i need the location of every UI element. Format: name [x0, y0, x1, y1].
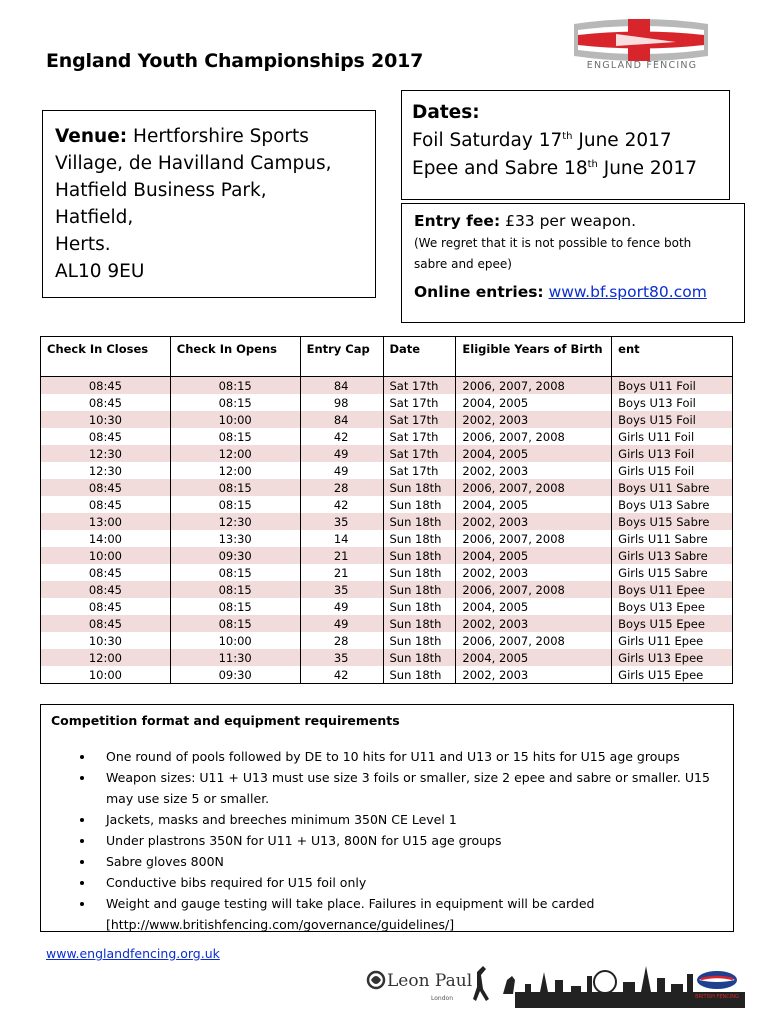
birth-years-cell: 2006, 2007, 2008 — [456, 428, 612, 445]
date-cell: Sun 18th — [383, 666, 456, 684]
table-row — [41, 462, 733, 479]
event-cell: Boys U15 Foil — [612, 411, 733, 428]
page-title: England Youth Championships 2017 — [46, 50, 424, 72]
table-row — [41, 411, 733, 428]
birth-years-cell: 2004, 2005 — [456, 649, 612, 666]
check-in-closes-cell: 10:00 — [41, 666, 171, 684]
check-in-opens-cell: 08:15 — [170, 564, 300, 581]
entry-cap-cell: 98 — [300, 394, 383, 411]
check-in-opens-cell: 09:30 — [170, 547, 300, 564]
birth-years-cell: 2002, 2003 — [456, 411, 612, 428]
birth-years-cell: 2006, 2007, 2008 — [456, 581, 612, 598]
footer-link[interactable]: www.englandfencing.org.uk — [46, 946, 220, 961]
event-cell: Girls U15 Foil — [612, 462, 733, 479]
column-header: Eligible Years of Birth — [456, 337, 612, 377]
table-row — [41, 615, 733, 632]
entry-cap-cell: 49 — [300, 598, 383, 615]
list-item: • One round of pools followed by DE to 10 hits for U11 and U13 or 15 hits for U15 age groups — [95, 746, 733, 767]
check-in-closes-cell: 08:45 — [41, 496, 171, 513]
online-entries-label: Online entries: — [414, 283, 544, 301]
event-cell: Boys U13 Sabre — [612, 496, 733, 513]
birth-years-cell: 2002, 2003 — [456, 666, 612, 684]
table-row — [41, 530, 733, 547]
requirements-box — [40, 704, 734, 932]
check-in-opens-cell: 08:15 — [170, 598, 300, 615]
sponsor-name: Leon Paul — [387, 971, 473, 991]
date-cell: Sun 18th — [383, 581, 456, 598]
check-in-closes-cell: 14:00 — [41, 530, 171, 547]
date-cell: Sat 17th — [383, 394, 456, 411]
venue-line: Hatfield, — [55, 207, 134, 228]
entry-cap-cell: 28 — [300, 479, 383, 496]
date-cell: Sat 17th — [383, 377, 456, 395]
entry-cap-cell: 42 — [300, 496, 383, 513]
england-fencing-emblem-icon — [556, 16, 726, 62]
england-fencing-logo — [556, 16, 726, 76]
entry-cap-cell: 84 — [300, 377, 383, 395]
birth-years-cell: 2006, 2007, 2008 — [456, 479, 612, 496]
check-in-opens-cell: 09:30 — [170, 666, 300, 684]
column-header: ent — [612, 337, 733, 377]
list-item: • Weapon sizes: U11 + U13 must use size 3 foils or smaller, size 2 epee and sabre or smaller. U15 may use size 5 or smaller. — [95, 767, 733, 809]
venue-line: Village, de Havilland Campus, — [55, 153, 332, 174]
table-row — [41, 479, 733, 496]
entry-cap-cell: 21 — [300, 547, 383, 564]
list-item: • Jackets, masks and breeches minimum 350N CE Level 1 — [95, 809, 733, 830]
event-cell: Boys U15 Sabre — [612, 513, 733, 530]
schedule-table — [40, 336, 733, 684]
date-cell: Sun 18th — [383, 547, 456, 564]
check-in-opens-cell: 12:00 — [170, 445, 300, 462]
event-cell: Boys U13 Foil — [612, 394, 733, 411]
column-header: Entry Cap — [300, 337, 383, 377]
check-in-closes-cell: 08:45 — [41, 377, 171, 395]
entry-fee — [414, 210, 744, 233]
table-row — [41, 632, 733, 649]
epee-sabre-date: Epee and Sabre 18th June 2017 — [412, 158, 697, 179]
event-cell: Boys U11 Epee — [612, 581, 733, 598]
entry-fee-box — [401, 203, 745, 323]
venue-text: Hertforshire Sports — [133, 126, 309, 147]
london-skyline-icon — [365, 962, 745, 1008]
entry-fee-label: Entry fee: — [414, 212, 501, 230]
entry-cap-cell: 84 — [300, 411, 383, 428]
entry-cap-cell: 35 — [300, 649, 383, 666]
table-row — [41, 581, 733, 598]
date-cell: Sun 18th — [383, 530, 456, 547]
check-in-opens-cell: 10:00 — [170, 411, 300, 428]
table-row — [41, 513, 733, 530]
entry-fee-value: £33 per weapon. — [500, 212, 637, 230]
check-in-closes-cell: 12:00 — [41, 649, 171, 666]
online-entries-link[interactable]: www.bf.sport80.com — [548, 283, 707, 301]
entry-cap-cell: 14 — [300, 530, 383, 547]
table-row — [41, 428, 733, 445]
check-in-opens-cell: 08:15 — [170, 581, 300, 598]
entry-cap-cell: 21 — [300, 564, 383, 581]
event-cell: Girls U11 Foil — [612, 428, 733, 445]
date-cell: Sat 17th — [383, 428, 456, 445]
check-in-opens-cell: 08:15 — [170, 496, 300, 513]
entry-cap-cell: 42 — [300, 666, 383, 684]
date-cell: Sun 18th — [383, 513, 456, 530]
check-in-closes-cell: 08:45 — [41, 428, 171, 445]
event-cell: Girls U13 Foil — [612, 445, 733, 462]
birth-years-cell: 2004, 2005 — [456, 445, 612, 462]
date-cell: Sat 17th — [383, 445, 456, 462]
requirements-list — [51, 746, 733, 935]
check-in-closes-cell: 08:45 — [41, 394, 171, 411]
list-item: • Conductive bibs required for U15 foil only — [95, 872, 733, 893]
event-cell: Boys U15 Epee — [612, 615, 733, 632]
date-cell: Sat 17th — [383, 411, 456, 428]
date-cell: Sun 18th — [383, 615, 456, 632]
foil-date: Foil Saturday 17th June 2017 — [412, 130, 672, 151]
venue-label: Venue: — [55, 126, 128, 147]
check-in-opens-cell: 08:15 — [170, 428, 300, 445]
column-header: Date — [383, 337, 456, 377]
event-cell: Girls U15 Epee — [612, 666, 733, 684]
requirements-heading: Competition format and equipment requirements — [51, 713, 400, 728]
event-cell: Girls U13 Sabre — [612, 547, 733, 564]
table-row — [41, 496, 733, 513]
entry-cap-cell: 35 — [300, 581, 383, 598]
date-cell: Sun 18th — [383, 564, 456, 581]
entry-cap-cell: 42 — [300, 428, 383, 445]
dates-label: Dates: — [412, 102, 480, 123]
table-row — [41, 377, 733, 395]
check-in-opens-cell: 12:00 — [170, 462, 300, 479]
entry-cap-cell: 49 — [300, 445, 383, 462]
table-row — [41, 394, 733, 411]
venue-line — [55, 123, 375, 150]
check-in-closes-cell: 10:30 — [41, 411, 171, 428]
list-item: • Under plastrons 350N for U11 + U13, 800N for U15 age groups — [95, 830, 733, 851]
table-row — [41, 564, 733, 581]
british-fencing-logo-icon — [695, 971, 739, 1000]
dates-box — [401, 90, 730, 200]
column-header: Check In Closes — [41, 337, 171, 377]
birth-years-cell: 2002, 2003 — [456, 615, 612, 632]
birth-years-cell: 2002, 2003 — [456, 462, 612, 479]
check-in-closes-cell: 12:30 — [41, 462, 171, 479]
birth-years-cell: 2006, 2007, 2008 — [456, 530, 612, 547]
sponsor-strip — [365, 962, 745, 1008]
check-in-opens-cell: 08:15 — [170, 615, 300, 632]
check-in-opens-cell: 08:15 — [170, 394, 300, 411]
entry-cap-cell: 35 — [300, 513, 383, 530]
check-in-closes-cell: 12:30 — [41, 445, 171, 462]
event-cell: Boys U13 Epee — [612, 598, 733, 615]
sponsor-sub: London — [431, 995, 453, 1002]
venue-line: Herts. — [55, 234, 111, 255]
check-in-closes-cell: 08:45 — [41, 598, 171, 615]
date-cell: Sat 17th — [383, 462, 456, 479]
birth-years-cell: 2002, 2003 — [456, 513, 612, 530]
check-in-closes-cell: 10:30 — [41, 632, 171, 649]
entry-cap-cell: 28 — [300, 632, 383, 649]
check-in-opens-cell: 10:00 — [170, 632, 300, 649]
partner-text: BRITISH FENCING — [695, 994, 739, 1000]
check-in-opens-cell: 08:15 — [170, 377, 300, 395]
date-cell: Sun 18th — [383, 479, 456, 496]
birth-years-cell: 2004, 2005 — [456, 496, 612, 513]
table-row — [41, 649, 733, 666]
table-row — [41, 445, 733, 462]
event-cell: Girls U15 Sabre — [612, 564, 733, 581]
check-in-closes-cell: 08:45 — [41, 581, 171, 598]
table-header-row — [41, 337, 733, 377]
logo-text: ENGLAND FENCING — [586, 60, 698, 71]
date-cell: Sun 18th — [383, 649, 456, 666]
birth-years-cell: 2004, 2005 — [456, 547, 612, 564]
event-cell: Girls U11 Sabre — [612, 530, 733, 547]
table-row — [41, 598, 733, 615]
date-cell: Sun 18th — [383, 632, 456, 649]
venue-line: AL10 9EU — [55, 261, 145, 282]
event-cell: Boys U11 Sabre — [612, 479, 733, 496]
check-in-opens-cell: 08:15 — [170, 479, 300, 496]
online-entries — [414, 283, 744, 301]
table-row — [41, 547, 733, 564]
birth-years-cell: 2004, 2005 — [456, 598, 612, 615]
list-item: • Weight and gauge testing will take place. Failures in equipment will be carded [http://www.britishfencing.com/governance/guidelines/] — [95, 893, 733, 935]
list-item: • Sabre gloves 800N — [95, 851, 733, 872]
check-in-closes-cell: 10:00 — [41, 547, 171, 564]
birth-years-cell: 2002, 2003 — [456, 564, 612, 581]
check-in-opens-cell: 13:30 — [170, 530, 300, 547]
birth-years-cell: 2006, 2007, 2008 — [456, 377, 612, 395]
check-in-opens-cell: 11:30 — [170, 649, 300, 666]
venue-line: Hatfield Business Park, — [55, 180, 267, 201]
birth-years-cell: 2004, 2005 — [456, 394, 612, 411]
entry-cap-cell: 49 — [300, 462, 383, 479]
check-in-opens-cell: 12:30 — [170, 513, 300, 530]
venue-box — [42, 110, 376, 298]
event-cell: Girls U13 Epee — [612, 649, 733, 666]
date-cell: Sun 18th — [383, 496, 456, 513]
birth-years-cell: 2006, 2007, 2008 — [456, 632, 612, 649]
check-in-closes-cell: 13:00 — [41, 513, 171, 530]
check-in-closes-cell: 08:45 — [41, 615, 171, 632]
table-row — [41, 666, 733, 684]
column-header: Check In Opens — [170, 337, 300, 377]
entry-fee-note: (We regret that it is not possible to fence both sabre and epee) — [414, 236, 692, 271]
date-cell: Sun 18th — [383, 598, 456, 615]
event-cell: Boys U11 Foil — [612, 377, 733, 395]
entry-cap-cell: 49 — [300, 615, 383, 632]
check-in-closes-cell: 08:45 — [41, 564, 171, 581]
event-cell: Girls U11 Epee — [612, 632, 733, 649]
check-in-closes-cell: 08:45 — [41, 479, 171, 496]
